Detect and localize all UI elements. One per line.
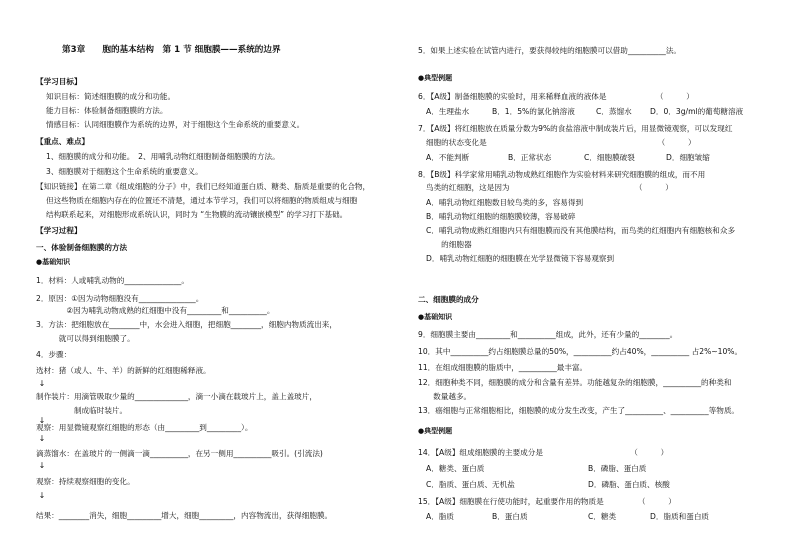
- keypoints-heading: 【重点、难点】: [36, 137, 90, 146]
- down-arrow-icon: ↓: [38, 434, 46, 443]
- step-prepare-a: 制作装片：用滴管吸取少量的______________，滴一小滴在载玻片上，盖上盖玻片，: [36, 392, 317, 401]
- process-heading: 【学习过程】: [36, 226, 82, 235]
- q7-option-b: B．正常状态: [508, 153, 552, 162]
- question-2a: 2．原因：①因为动物细胞没有_______________。: [36, 294, 204, 303]
- knowledge-link-line-1: 【知识链接】在第二章《组成细胞的分子》中，我们已经知道蛋白质、糖类、脂质是重要的化合物，: [36, 182, 371, 191]
- question-7a: 7．【A级】将红细胞放在质量分数为9%的食盐溶液中制成装片后，用显微镜观察，可以发现红: [418, 124, 733, 133]
- section-1-heading: 一、体验制备细胞膜的方法: [36, 243, 128, 252]
- question-3a: 3．方法：把细胞放在________中，水会进入细胞，把细胞________，细胞内物质流出来，: [36, 320, 337, 329]
- q15-option-b: B．蛋白质: [492, 512, 528, 521]
- typical-examples-2-heading: ●典型例题: [418, 427, 453, 435]
- q6-option-a: A．生理盐水: [426, 107, 470, 116]
- typical-examples-heading: ●典型例题: [418, 74, 453, 82]
- q15-option-d: D．脂质和蛋白质: [650, 512, 710, 521]
- q8-option-b: B．哺乳动物红细胞的细胞膜较薄，容易破碎: [426, 212, 576, 221]
- question-10: 10．其中__________约占细胞膜总量的50%，__________约占40%，__________ 占2%~10%。: [418, 347, 743, 356]
- down-arrow-icon: ↓: [38, 416, 46, 425]
- question-7b: 细胞的状态变化是 （ ）: [426, 138, 696, 147]
- q6-option-c: C．蒸馏水: [596, 107, 632, 116]
- question-3b: 就可以得到细胞膜了。: [36, 334, 135, 343]
- question-15: 15．【A级】细胞膜在行使功能时，起重要作用的物质是 （ ）: [418, 497, 676, 506]
- q7-option-a: A．不能判断: [426, 153, 470, 162]
- q15-option-a: A．脂质: [426, 512, 454, 521]
- section-2-heading: 二、细胞膜的成分: [418, 295, 479, 304]
- question-2b: ②因为哺乳动物成熟的红细胞中没有_________和__________。: [36, 306, 275, 315]
- q14-option-a: A．糖类、蛋白质: [426, 464, 485, 473]
- objective-ability: 能力目标：体验制备细胞膜的方法。: [46, 106, 168, 115]
- q8-option-c-2: 的细胞器: [426, 240, 472, 249]
- q15-option-c: C．糖类: [588, 512, 617, 521]
- q6-option-d: D．0．3g/ml的葡萄糖溶液: [650, 107, 744, 116]
- question-13: 13．癌细胞与正常细胞相比，细胞膜的成分发生改变，产生了__________、__________等物质。: [418, 406, 740, 415]
- q14-option-c: C．脂质、蛋白质、无机盐: [426, 480, 515, 489]
- step-observe-change: 观察：持续观察细胞的变化。: [36, 477, 135, 486]
- down-arrow-icon: ↓: [38, 379, 46, 388]
- q7-option-d: D．细胞皱缩: [666, 153, 710, 162]
- knowledge-link-line-3: 结构联系起来，对细胞形成系统认识，同时为 “生物膜的流动镶嵌模型” 的学习打下基础。: [46, 210, 348, 219]
- step-observe: 观察：用显微镜观察红细胞的形态（由_________到_________）。: [36, 423, 253, 432]
- q14-option-b: B．磷脂、蛋白质: [588, 464, 647, 473]
- down-arrow-icon: ↓: [38, 461, 46, 470]
- basics-2-heading: ●基础知识: [418, 313, 453, 321]
- down-arrow-icon: ↓: [38, 491, 46, 500]
- keypoints-text: 1、细胞膜的成分和功能。 2、用哺乳动物红细胞制备细胞膜的方法。: [46, 152, 280, 161]
- page-title: 第3章 胞的基本结构 第 1 节 细胞膜——系统的边界: [62, 45, 281, 55]
- step-add-water: 滴蒸馏水：在盖玻片的一侧滴一滴__________，在另一侧用__________吸引。(引流法): [36, 449, 323, 458]
- basics-heading: ●基础知识: [36, 258, 71, 266]
- question-8b: 鸟类的红细胞，这是因为 （ ）: [426, 183, 673, 192]
- q14-option-d: D．磷脂、蛋白质、核酸: [588, 480, 670, 489]
- question-9: 9．细胞膜主要由_________和__________组成，此外，还有少量的________。: [418, 330, 678, 339]
- question-12b: 数量越多。: [418, 392, 472, 401]
- objective-emotion: 情感目标：认同细胞膜作为系统的边界，对于细胞这个生命系统的重要意义。: [46, 120, 305, 129]
- question-6: 6．【A级】制备细胞膜的实验时，用来稀释血液的液体是 （ ）: [418, 92, 694, 101]
- q7-option-c: C．细胞膜破裂: [584, 153, 635, 162]
- difficulty-text: 3、细胞膜对于细胞这个生命系统的重要意义。: [46, 167, 203, 176]
- question-12a: 12．细胞种类不同，细胞膜的成分和含量有差异。功能越复杂的细胞膜，__________的种类和: [418, 378, 732, 387]
- question-1: 1．材料：人或哺乳动物的_______________。: [36, 276, 189, 285]
- question-14: 14．【A级】组成细胞膜的主要成分是 （ ）: [418, 448, 669, 457]
- step-select: 选材：猪（或人、牛、羊）的新鲜的红细胞稀释液。: [36, 366, 211, 375]
- question-11: 11．在组成细胞膜的脂质中，__________最丰富。: [418, 363, 588, 372]
- q8-option-a: A．哺乳动物红细胞数目较鸟类的多，容易得到: [426, 198, 584, 207]
- step-result: 结果：________消失，细胞_________增大，细胞_________，内容物流出，获得细胞膜。: [36, 511, 333, 520]
- objective-knowledge: 知识目标：简述细胞膜的成分和功能。: [46, 92, 176, 101]
- question-4: 4．步骤：: [36, 350, 72, 359]
- step-prepare-b: 制成临时装片。: [36, 406, 128, 415]
- question-5: 5．如果上述实验在试管内进行，要获得较纯的细胞膜可以借助__________法。: [418, 46, 682, 55]
- question-8a: 8．【B级】科学家常用哺乳动物成熟红细胞作为实验材料来研究细胞膜的组成，而不用: [418, 170, 706, 179]
- q8-option-d: D．哺乳动物红细胞的细胞膜在光学显微镜下容易观察到: [426, 254, 615, 263]
- q8-option-c-1: C．哺乳动物成熟红细胞内只有细胞膜而没有其他膜结构，而鸟类的红细胞内有细胞核和众多: [426, 226, 736, 235]
- objectives-heading: 【学习目标】: [36, 77, 82, 86]
- knowledge-link-line-2: 但这些物质在细胞内存在的位置还不清楚，通过本节学习，我们可以将细胞的物质组成与细胞: [46, 196, 358, 205]
- q6-option-b: B．1．5%的氯化钠溶液: [492, 107, 575, 116]
